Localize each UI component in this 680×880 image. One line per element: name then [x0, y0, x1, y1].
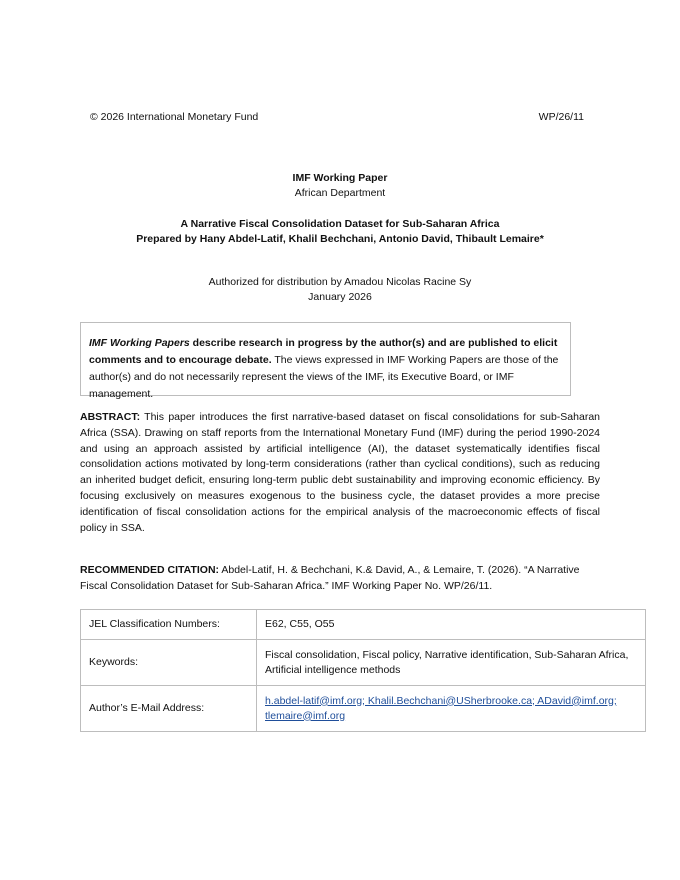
author-list: Prepared by Hany Abdel-Latif, Khalil Bechchani, Antonio David, Thibault Lemaire*: [136, 233, 544, 245]
table-row: [81, 686, 646, 732]
paper-title: A Narrative Fiscal Consolidation Dataset for Sub-Saharan Africa: [180, 218, 500, 230]
jel-codes: E62, C55, O55: [257, 610, 646, 640]
table-row: [81, 640, 646, 686]
disclaimer-bold-text: describe research in progress by the author(s) and are published to elicit comments and to encourage debate.: [89, 337, 558, 366]
keywords-label: Keywords:: [81, 640, 257, 686]
department: African Department: [294, 187, 386, 199]
email-link-tlemaire[interactable]: tlemaire@imf.org: [265, 709, 346, 722]
disclaimer-box: [80, 322, 571, 400]
publication-date: January 2026: [308, 291, 372, 303]
recommended-citation: [80, 563, 600, 595]
jel-label: JEL Classification Numbers:: [81, 610, 257, 640]
disclaimer-text: The views expressed in IMF Working Papers are those of the author(s) and do not necessarily represent the views of the IMF, its Executive Board, or IMF management.: [89, 354, 559, 400]
paper-number: WP/26/11: [538, 111, 584, 123]
email-label: Author’s E-Mail Address:: [81, 686, 257, 732]
email-cell: [257, 686, 646, 732]
abstract-text: This paper introduces the first narrative-based dataset on fiscal consolidations for sub-Saharan Africa (SSA). Drawing on staff reports from the International Monetary Fund (IMF) during the period 1990-2024 and using an approach assisted by artificial intelligence (AI), the dataset systematically identifies fiscal consolidation actions motivated by long-term considerations (rather than cyclical conditions), such as reducing an inherited budget deficit, ensuring long-term public debt sustainability and improving economic efficiency. By focusing exclusively on measures exogenous to the business cycle, the dataset provides a more precise identification of fiscal consolidation actions for the empirical analysis of the macroeconomic effects of fiscal policy in SSA.: [80, 411, 600, 534]
abstract-label: ABSTRACT:: [80, 411, 141, 423]
abstract: [80, 410, 600, 536]
keywords-value: Fiscal consolidation, Fiscal policy, Narrative identification, Sub-Saharan Africa, Artificial intelligence methods: [257, 640, 646, 686]
metadata-table: [80, 609, 646, 732]
authorized-by: Authorized for distribution by Amadou Nicolas Racine Sy: [208, 276, 472, 288]
email-links-line-1[interactable]: h.abdel-latif@imf.org; Khalil.Bechchani@USherbrooke.ca; ADavid@imf.org;: [265, 694, 617, 707]
series-title: IMF Working Paper: [292, 172, 388, 184]
table-row: [81, 610, 646, 640]
copyright-notice: © 2026 International Monetary Fund: [90, 111, 259, 123]
disclaimer-series-name: IMF Working Papers: [89, 337, 190, 349]
citation-label: RECOMMENDED CITATION:: [80, 564, 220, 576]
citation-text: Abdel-Latif, H. & Bechchani, K.& David, A., & Lemaire, T. (2026). “A Narrative Fiscal Consolidation Dataset for Sub-Saharan Africa.” IMF Working Paper No. WP/26/11.: [80, 564, 580, 592]
